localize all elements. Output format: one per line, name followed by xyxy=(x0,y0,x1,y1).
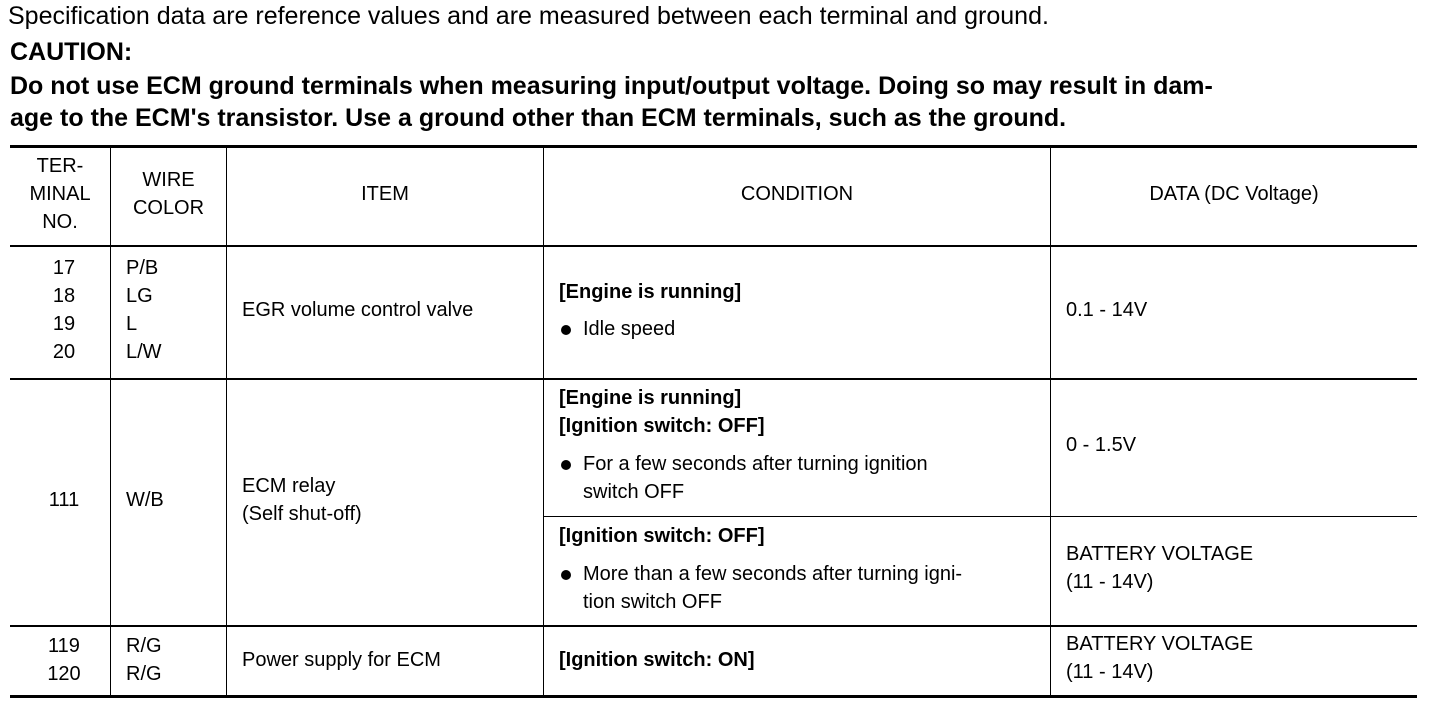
data-value: 0 - 1.5V xyxy=(1066,434,1137,456)
wire-colors: R/G R/G xyxy=(126,635,162,685)
header-data: DATA (DC Voltage) xyxy=(1149,183,1319,205)
header-wire-color: WIRE COLOR xyxy=(132,169,205,219)
table-top-rule xyxy=(10,145,1417,148)
item-name: Power supply for ECM xyxy=(242,649,441,671)
condition-heading: [Ignition switch: ON] xyxy=(559,649,755,671)
caution-title: CAUTION: xyxy=(10,38,133,66)
condition-heading: [Engine is running] [Ignition switch: OFF] xyxy=(559,387,765,437)
header-bottom-rule xyxy=(10,245,1417,247)
terminal-numbers: 111 xyxy=(48,489,80,511)
row-divider xyxy=(543,516,1417,517)
data-value: 0.1 - 14V xyxy=(1066,299,1148,321)
table-bottom-rule xyxy=(10,695,1417,698)
column-divider xyxy=(1050,147,1051,696)
column-divider xyxy=(543,147,544,696)
header-condition: CONDITION xyxy=(740,183,854,205)
header-item: ITEM xyxy=(361,183,409,205)
item-name: ECM relay (Self shut-off) xyxy=(242,475,362,525)
condition-bullet: More than a few seconds after turning igni- tion switch OFF xyxy=(583,563,963,613)
bullet-icon xyxy=(561,325,571,335)
terminal-numbers: 119 120 xyxy=(47,635,81,685)
header-terminal-no: TER- MINAL NO. xyxy=(29,155,91,233)
wire-colors: W/B xyxy=(126,489,164,511)
caution-text xyxy=(10,70,1422,134)
terminal-numbers: 17 18 19 20 xyxy=(52,257,76,363)
row-divider xyxy=(10,378,1417,380)
bullet-icon xyxy=(561,460,571,470)
intro-text: Specification data are reference values and are measured between each terminal and ground. xyxy=(8,2,1049,30)
caution-line: Do not use ECM ground terminals when measuring input/output voltage. Doing so may result in dam- xyxy=(10,72,1213,100)
item-name: EGR volume control valve xyxy=(242,299,474,321)
data-value: BATTERY VOLTAGE (11 - 14V) xyxy=(1066,543,1254,593)
condition-heading: [Engine is running] xyxy=(559,281,742,303)
wire-colors: P/B LG L L/W xyxy=(126,257,162,363)
condition-bullet: Idle speed xyxy=(583,318,676,340)
caution-line: age to the ECM's transistor. Use a ground other than ECM terminals, such as the ground. xyxy=(10,104,1067,132)
data-value: BATTERY VOLTAGE (11 - 14V) xyxy=(1066,633,1254,683)
bullet-icon xyxy=(561,570,571,580)
condition-heading: [Ignition switch: OFF] xyxy=(559,525,765,547)
condition-bullet: For a few seconds after turning ignition switch OFF xyxy=(583,453,928,503)
column-divider xyxy=(110,147,111,696)
column-divider xyxy=(226,147,227,696)
row-divider xyxy=(10,625,1417,627)
